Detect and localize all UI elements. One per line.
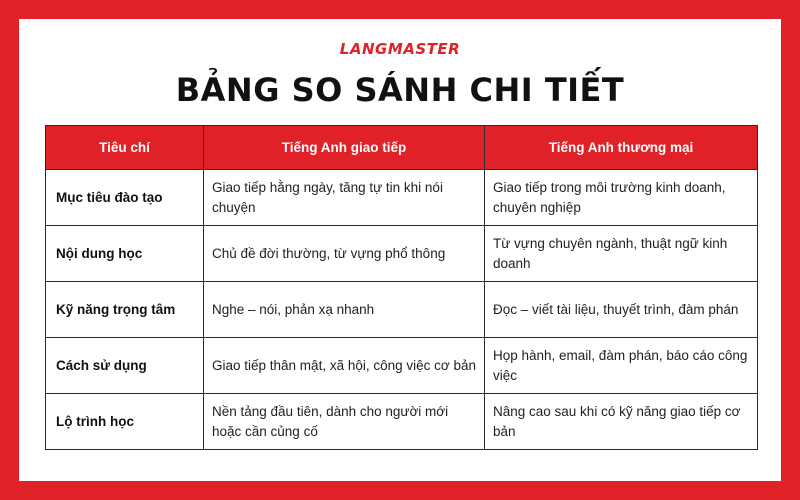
table-row <box>46 282 758 338</box>
row-communication-cell: Chủ đề đời thường, từ vựng phổ thông <box>204 226 485 282</box>
page-title: BẢNG SO SÁNH CHI TIẾT <box>175 71 625 109</box>
row-business-cell: Giao tiếp trong môi trường kinh doanh, chuyên nghiệp <box>485 170 758 226</box>
table-row <box>46 394 758 450</box>
header-business-english: Tiếng Anh thương mại <box>485 126 758 170</box>
row-business-cell: Đọc – viết tài liệu, thuyết trình, đàm phán <box>485 282 758 338</box>
row-business-cell: Từ vựng chuyên ngành, thuật ngữ kinh doanh <box>485 226 758 282</box>
table-row <box>46 226 758 282</box>
row-communication-cell: Giao tiếp hằng ngày, tăng tự tin khi nói chuyện <box>204 170 485 226</box>
row-business-cell: Nâng cao sau khi có kỹ năng giao tiếp cơ bản <box>485 394 758 450</box>
comparison-table <box>45 125 758 450</box>
header-communication-english: Tiếng Anh giao tiếp <box>204 126 485 170</box>
row-criterion: Mục tiêu đào tạo <box>46 170 204 226</box>
row-criterion: Cách sử dụng <box>46 338 204 394</box>
row-communication-cell: Giao tiếp thân mật, xã hội, công việc cơ bản <box>204 338 485 394</box>
row-criterion: Lộ trình học <box>46 394 204 450</box>
header-criteria: Tiêu chí <box>46 126 204 170</box>
row-criterion: Kỹ năng trọng tâm <box>46 282 204 338</box>
brand-logo: LANGMASTER <box>339 40 461 58</box>
table-header-row <box>46 126 758 170</box>
row-business-cell: Họp hành, email, đàm phán, báo cáo công việc <box>485 338 758 394</box>
row-communication-cell: Nghe – nói, phản xạ nhanh <box>204 282 485 338</box>
table-row <box>46 170 758 226</box>
row-criterion: Nội dung học <box>46 226 204 282</box>
table-row <box>46 338 758 394</box>
content-card <box>19 19 781 481</box>
row-communication-cell: Nền tảng đầu tiên, dành cho người mới hoặc cần củng cố <box>204 394 485 450</box>
